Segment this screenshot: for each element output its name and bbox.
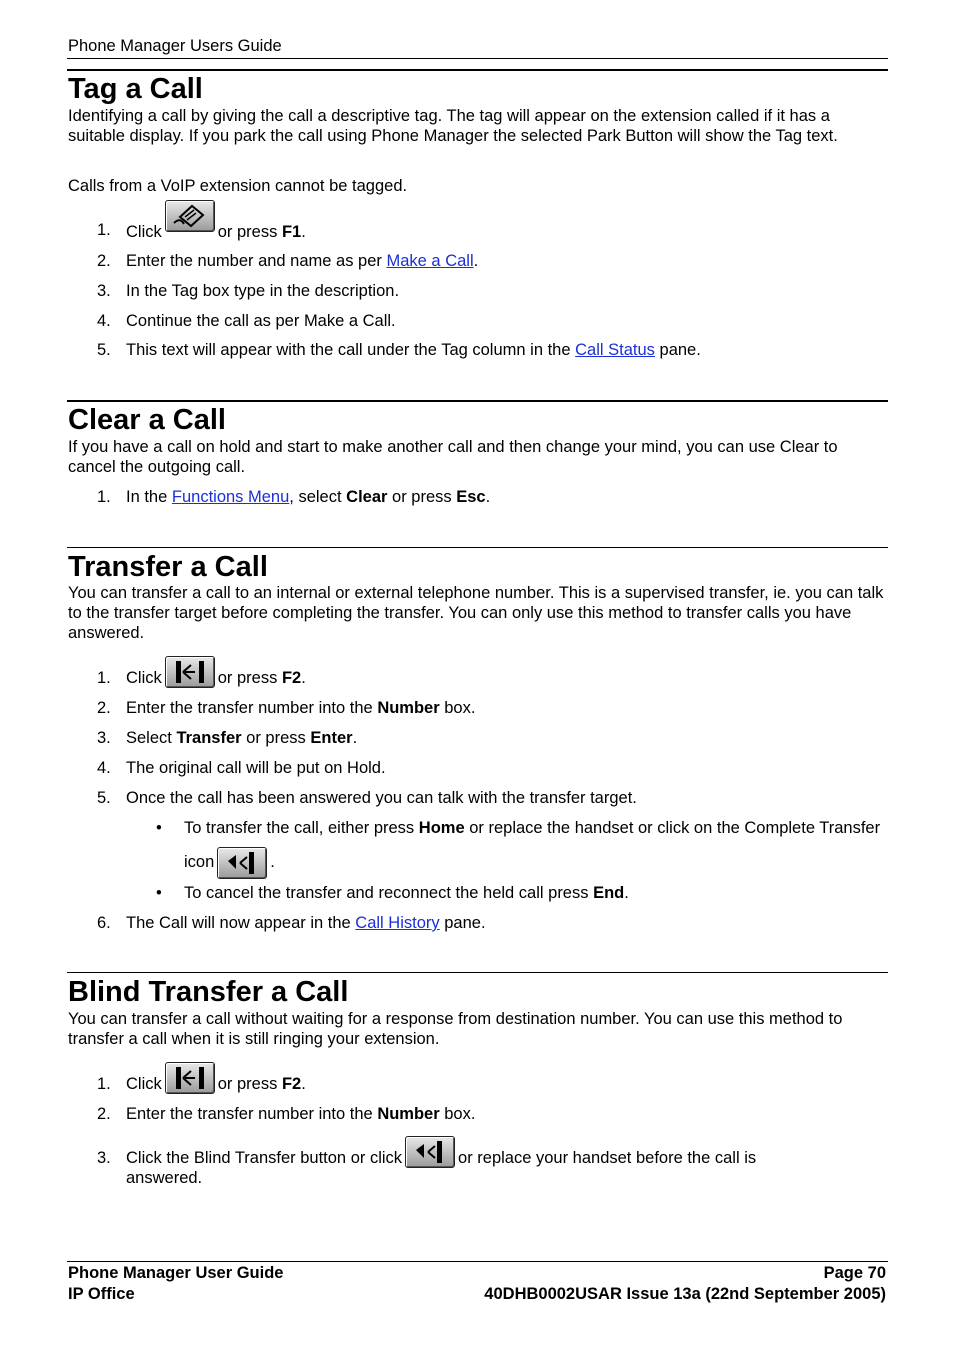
- tag-call-heading: Tag a Call: [68, 73, 203, 105]
- running-header: Phone Manager Users Guide: [68, 37, 282, 55]
- complete-transfer-icon[interactable]: [217, 847, 267, 879]
- call-history-link[interactable]: Call History: [355, 914, 440, 932]
- footer-issue: 40DHB0002USAR Issue 13a (22nd September 2005): [484, 1285, 886, 1303]
- footer-rule: [67, 1261, 888, 1262]
- clear-call-heading: Clear a Call: [68, 404, 226, 436]
- header-rule-top: [67, 58, 888, 59]
- tag-call-intro: Identifying a call by giving the call a descriptive tag. The tag will appear on the extension called if it has a suitable display. If you park the call using Phone Manager the selected Park Button will show the Tag text.: [68, 107, 838, 145]
- transfer-call-icon[interactable]: [165, 1062, 215, 1094]
- blind-transfer-heading: Blind Transfer a Call: [68, 976, 349, 1008]
- make-a-call-link[interactable]: Make a Call: [386, 252, 474, 270]
- blind-section-rule: [67, 972, 888, 973]
- call-status-link[interactable]: Call Status: [575, 341, 655, 359]
- clear-section-rule: [67, 400, 888, 402]
- transfer-call-icon[interactable]: [165, 656, 215, 688]
- tag-call-icon[interactable]: [165, 200, 215, 232]
- bullet-dot: •: [156, 819, 162, 837]
- tag-call-note: Calls from a VoIP extension cannot be tagged.: [68, 177, 408, 195]
- blind-transfer-intro: You can transfer a call without waiting for a response from destination number. You can use this method to transfer a call when it is still ringing your extension.: [68, 1010, 843, 1048]
- transfer-section-rule: [67, 547, 888, 548]
- bullet-dot: •: [156, 884, 162, 902]
- footer-line-2: [68, 1284, 886, 1304]
- complete-transfer-icon[interactable]: [405, 1136, 455, 1168]
- transfer-call-intro: You can transfer a call to an internal or external telephone number. This is a supervised transfer, ie. you can talk to the transfer target before completing the transfer. You can only use this method to transfer calls you have answered.: [68, 584, 884, 642]
- footer-product: IP Office: [68, 1285, 135, 1303]
- clear-call-intro: If you have a call on hold and start to make another call and then change your mind, you can use Clear to cancel the outgoing call.: [68, 438, 838, 476]
- footer-guide-title: Phone Manager User Guide: [68, 1264, 284, 1282]
- transfer-call-heading: Transfer a Call: [68, 551, 268, 583]
- header-rule: [67, 69, 888, 71]
- footer-line-1: [68, 1263, 886, 1283]
- functions-menu-link[interactable]: Functions Menu: [171, 488, 290, 506]
- footer-page-number: Page 70: [823, 1264, 886, 1282]
